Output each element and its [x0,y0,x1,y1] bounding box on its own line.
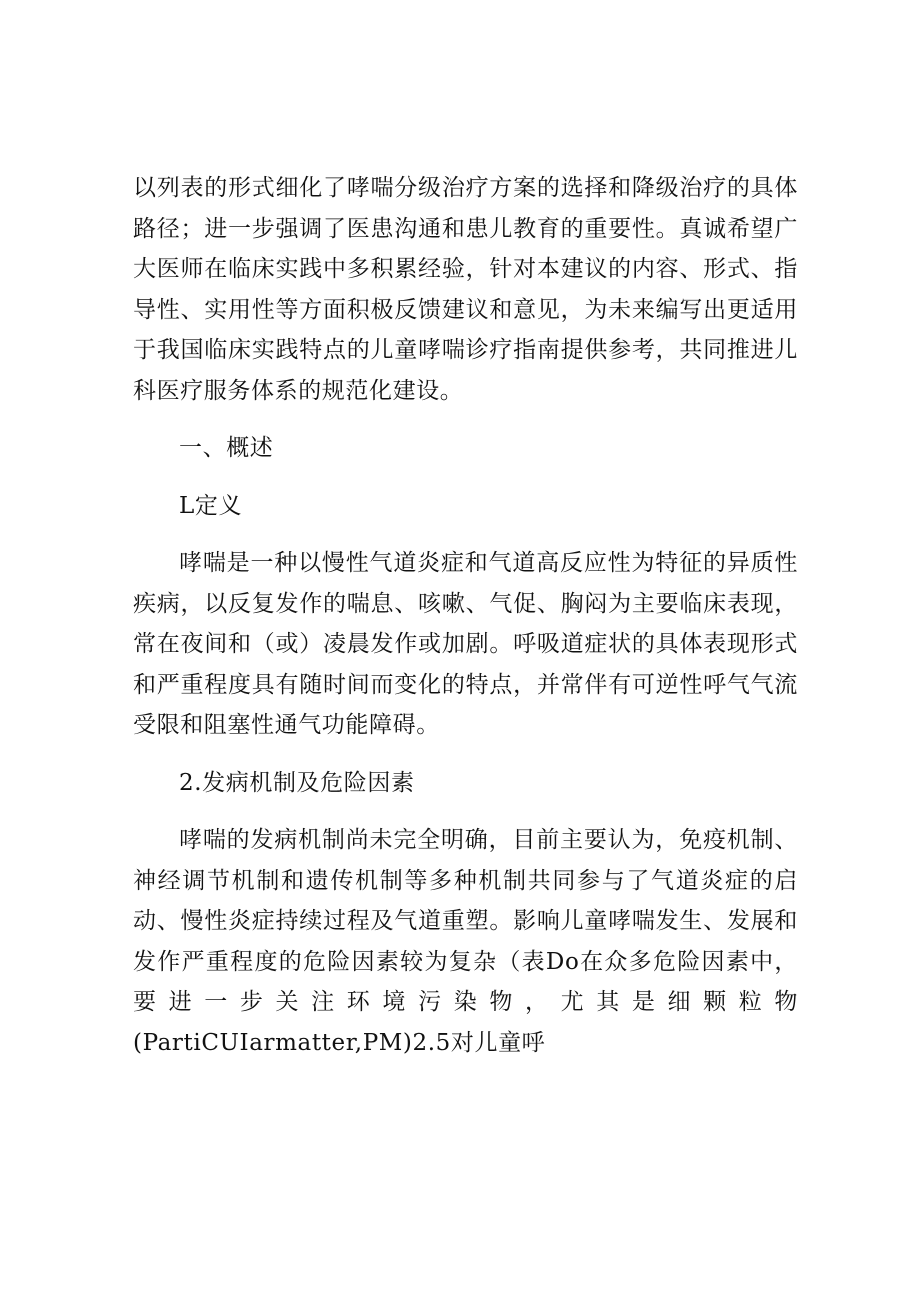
spacer [133,803,798,820]
spacer [133,411,798,428]
spacer [133,469,798,486]
intro-paragraph: 以列表的形式细化了哮喘分级治疗方案的选择和降级治疗的具体路径；进一步强调了医患沟通和患儿教育的重要性。真诚希望广大医师在临床实践中多积累经验，针对本建议的内容、形式、指导性、实用性等方面积极反馈建议和意见，为未来编写出更适用于我国临床实践特点的儿童哮喘诊疗指南提供参考，共同推进儿科医疗服务体系的规范化建设。 [133,175,798,404]
spacer [133,746,798,763]
subsection-heading-pathogenesis: 2.发病机制及危险因素 [179,769,415,796]
pathogenesis-paragraph: 哮喘的发病机制尚未完全明确，目前主要认为，免疫机制、神经调节机制和遗传机制等多种机制共同参与了气道炎症的启动、慢性炎症持续过程及气道重塑。影响儿童哮喘发生、发展和发作严重程度的危险因素较为复杂（表Do在众多危险因素中，要进一步关注环境污染物，尤其是细颗粒物(PartiCUIarmatter,PM)2.5对儿童呼 [133,827,798,1056]
definition-paragraph: 哮喘是一种以慢性气道炎症和气道高反应性为特征的异质性疾病，以反复发作的喘息、咳嗽、气促、胸闷为主要临床表现，常在夜间和（或）凌晨发作或加剧。呼吸道症状的具体表现形式和严重程度具有随时间而变化的特点，并常伴有可逆性呼气气流受限和阻塞性通气功能障碍。 [133,550,798,738]
section-heading-overview: 一、概述 [179,435,274,461]
spacer [133,526,798,543]
subsection-heading-definition: L定义 [179,492,243,519]
document-body [133,168,798,1063]
